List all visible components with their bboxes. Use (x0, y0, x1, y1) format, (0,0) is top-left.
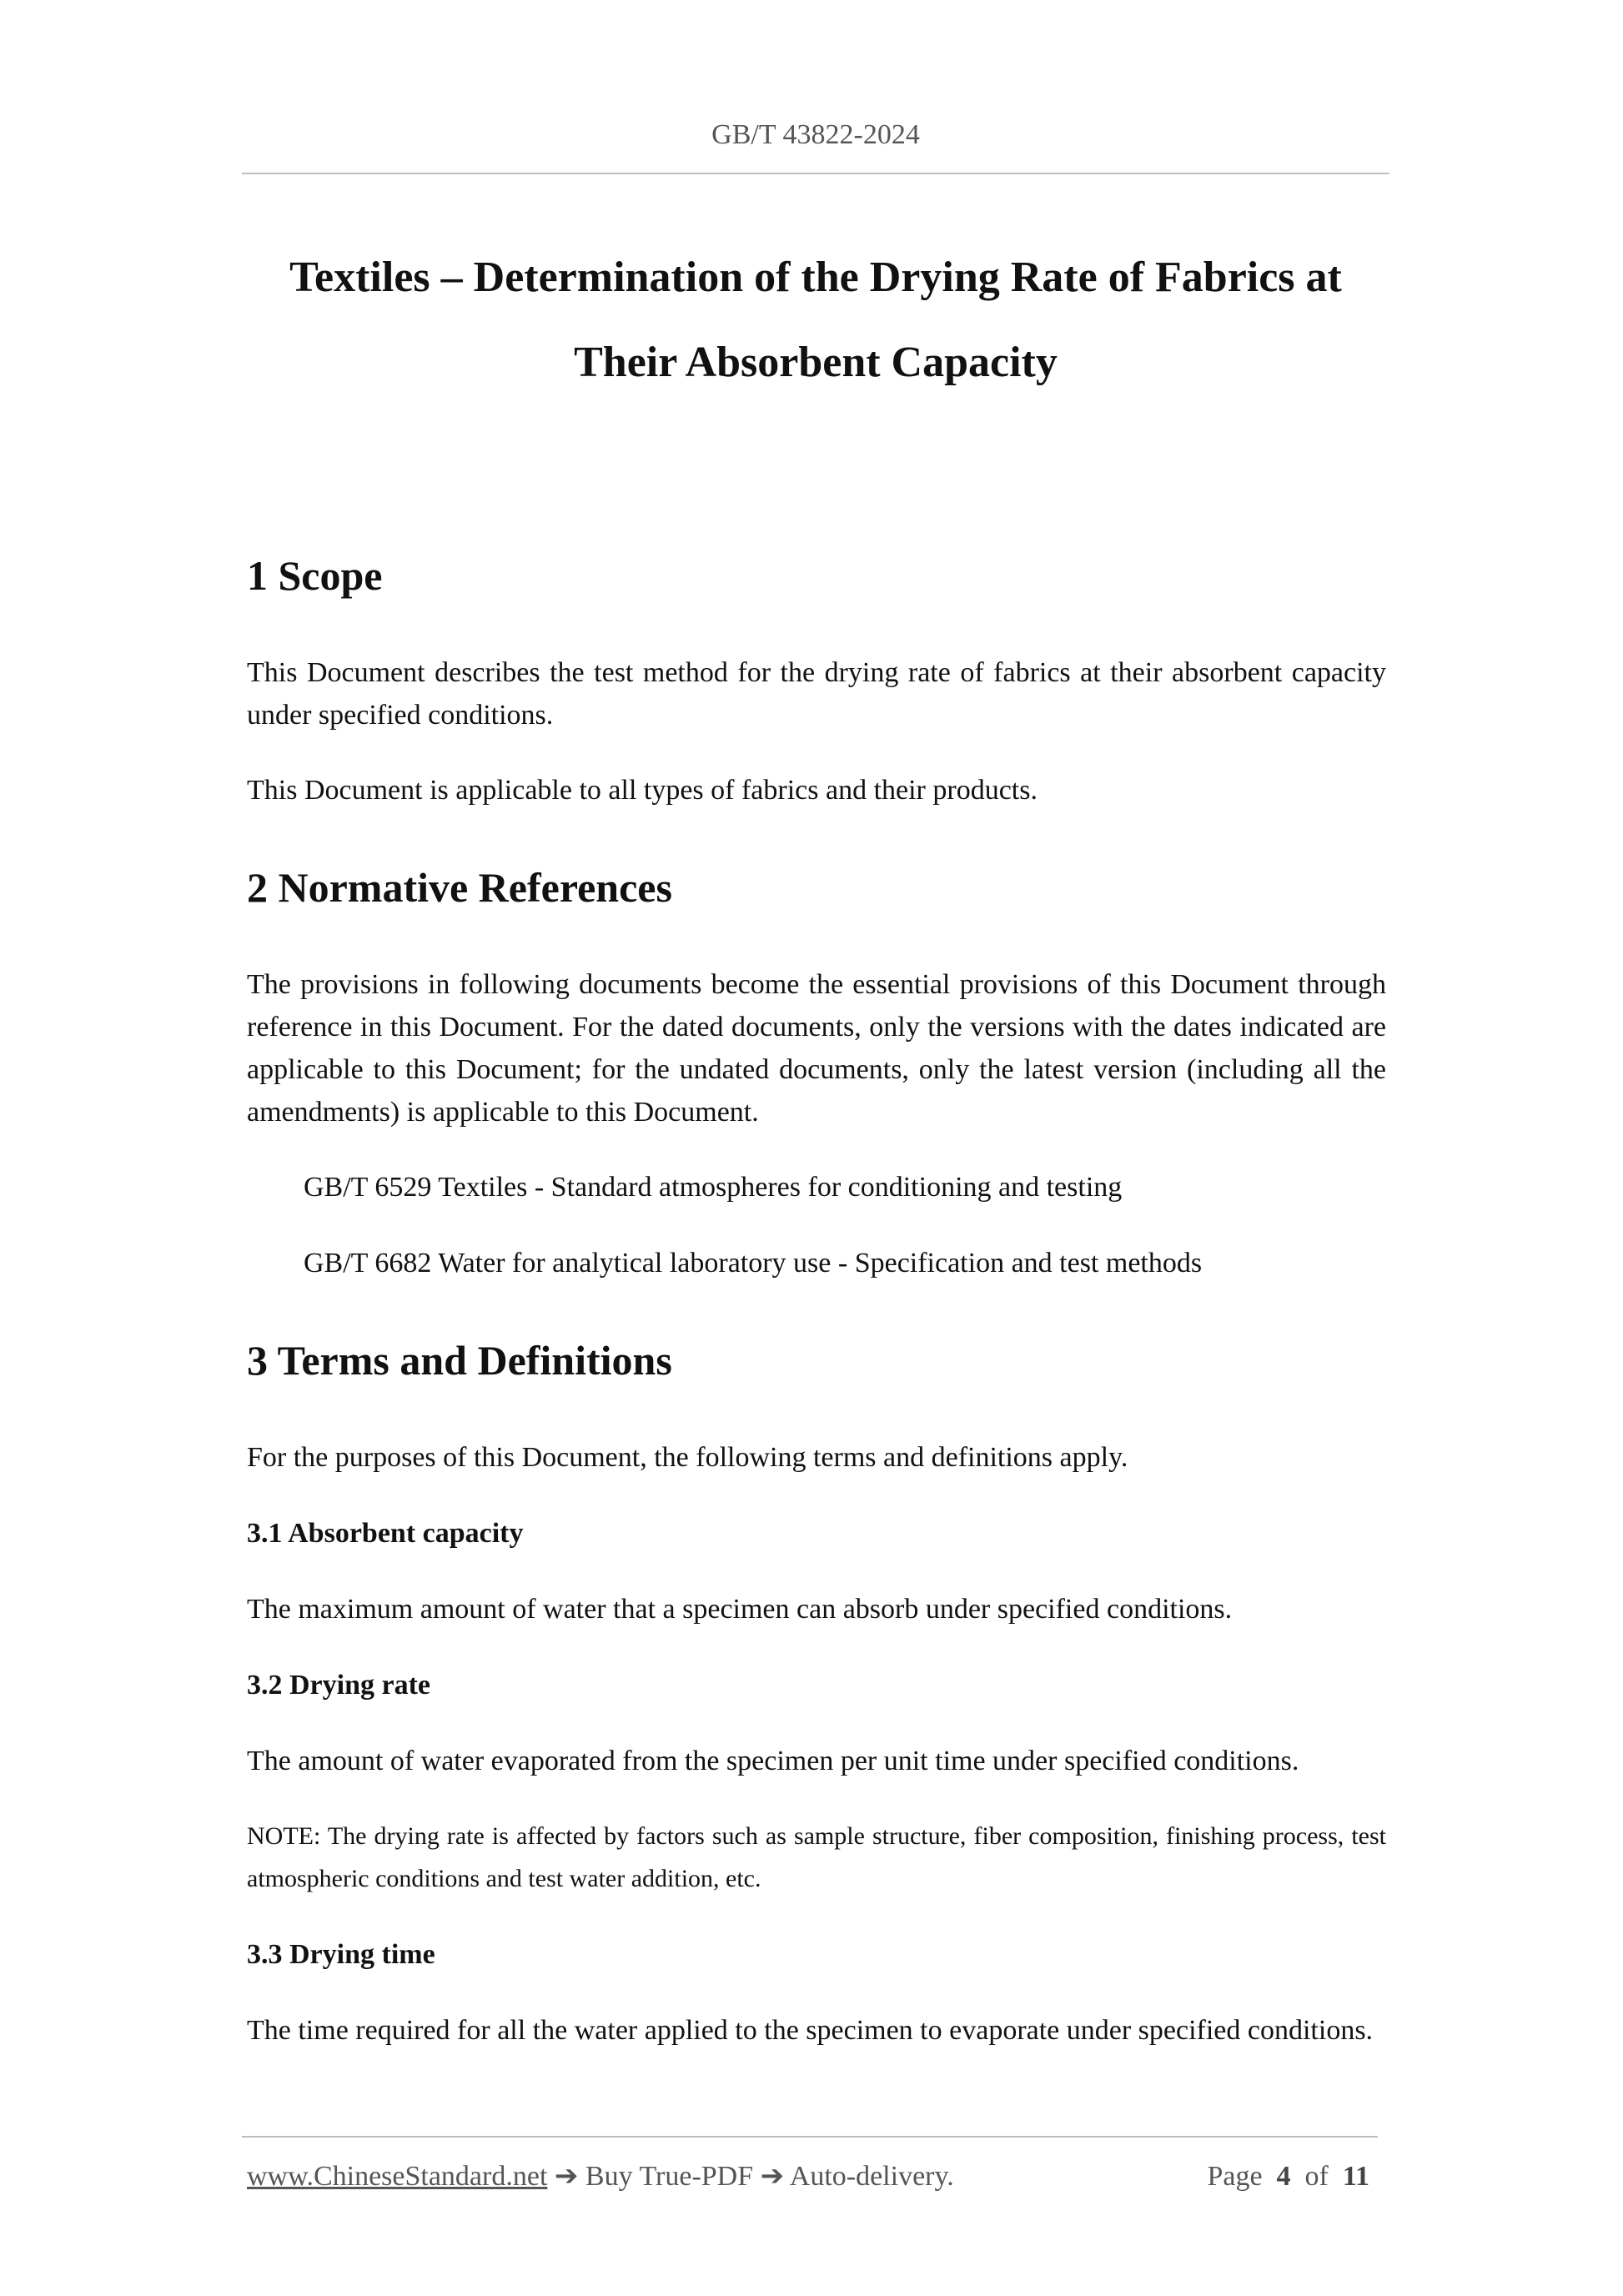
page-total: 11 (1342, 2161, 1369, 2192)
footer-buy-text: Buy True-PDF (585, 2161, 754, 2192)
reference-item: GB/T 6529 Textiles - Standard atmospheres for conditioning and testing (304, 1172, 1123, 1203)
document-title (242, 235, 1389, 405)
page-number: 4 (1276, 2161, 1291, 2192)
section-heading-terms-definitions: 3 Terms and Definitions (247, 1337, 672, 1384)
header-divider (242, 173, 1389, 174)
term-heading-absorbent-capacity: 3.1 Absorbent capacity (247, 1518, 524, 1549)
title-line-2: Their Absorbent Capacity (574, 339, 1058, 386)
term-definition-drying-rate: The amount of water evaporated from the specimen per unit time under specified conditions. (247, 1746, 1299, 1776)
reference-item: GB/T 6682 Water for analytical laboratory use - Specification and test methods (304, 1248, 1203, 1279)
page-word: Page (1207, 2161, 1263, 2192)
scope-paragraph-1: This Document describes the test method for the drying rate of fabrics at their absorbent capacity under specified conditions. (247, 657, 1386, 731)
running-header: GB/T 43822-2024 (711, 119, 920, 150)
normative-paragraph: The provisions in following documents become the essential provisions of this Document through reference in this Document. For the dated documents, only the versions with the dates indicated are applicable to this Document; for the undated documents, only the latest version (including all the amendments) is applicable to this Document. (247, 969, 1386, 1128)
scope-paragraph-2: This Document is applicable to all types of fabrics and their products. (247, 775, 1038, 806)
term-definition-drying-time: The time required for all the water applied to the specimen to evaporate under specified conditions. (247, 2015, 1374, 2046)
title-line-1: Textiles – Determination of the Drying Rate of Fabrics at (289, 254, 1342, 301)
section-heading-normative-references: 2 Normative References (247, 864, 672, 911)
footer-delivery-text: Auto-delivery. (789, 2161, 954, 2192)
terms-intro: For the purposes of this Document, the following terms and definitions apply. (247, 1442, 1128, 1473)
website-link[interactable]: www.ChineseStandard.net (247, 2161, 548, 2192)
term-heading-drying-time: 3.3 Drying time (247, 1939, 435, 1970)
page-indicator (1207, 2157, 1369, 2197)
term-note-drying-rate: NOTE: The drying rate is affected by factors such as sample structure, fiber composition, finishing process, test atmospheric conditions and test water addition, etc. (247, 1822, 1386, 1892)
footer-promo (247, 2157, 954, 2197)
of-word: of (1304, 2161, 1329, 2192)
arrow-icon: ➔ (554, 2161, 579, 2192)
term-definition-absorbent-capacity: The maximum amount of water that a specimen can absorb under specified conditions. (247, 1594, 1233, 1625)
term-heading-drying-rate: 3.2 Drying rate (247, 1670, 431, 1701)
arrow-icon: ➔ (760, 2161, 785, 2192)
footer-divider (242, 2136, 1378, 2138)
section-heading-scope: 1 Scope (247, 552, 383, 599)
